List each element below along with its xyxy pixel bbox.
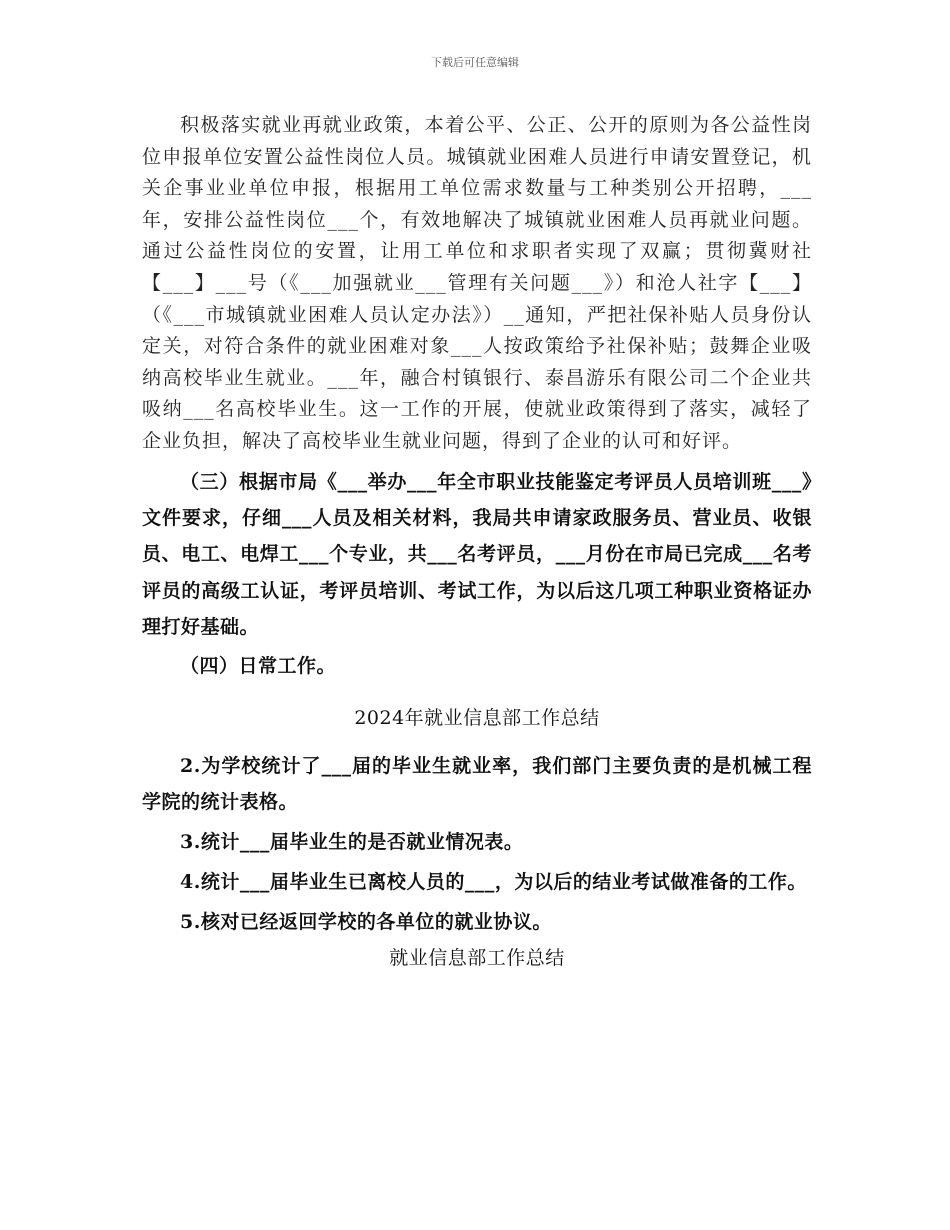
section-four-paragraph: （四）日常工作。 <box>180 654 337 677</box>
page-header: 下载后可任意编辑 <box>431 56 519 69</box>
list-item-4: 4.统计___届毕业生已离校人员的___，为以后的结业考试做准备的工作。 <box>180 870 807 893</box>
document-body <box>142 110 812 976</box>
list-item-2: 2.为学校统计了___届的毕业生就业率，我们部门主要负责的是机械工程学院的统计表格。 <box>142 754 812 813</box>
section-three-paragraph: （三）根据市局《___举办___年全市职业技能鉴定考评员人员培训班___》文件要求，仔细___人员及相关材料，我局共申请家政服务员、营业员、收银员、电工、电焊工___个专业，共___名考评员，___月份在市局已完成___名考评员的高级工认证，考评员培训、考试工作，为以后这几项工种职业资格证办理打好基础。 <box>142 470 812 639</box>
summary-title-2024: 2024年就业信息部工作总结 <box>354 706 600 729</box>
list-item-5: 5.核对已经返回学校的各单位的就业协议。 <box>180 910 552 933</box>
summary-title: 就业信息部工作总结 <box>389 946 565 969</box>
list-item-3: 3.统计___届毕业生的是否就业情况表。 <box>180 830 524 853</box>
employment-policy-paragraph: 积极落实就业再就业政策，本着公平、公正、公开的原则为各公益性岗位申报单位安置公益性岗位人员。城镇就业困难人员进行申请安置登记，机关企事业业单位申报，根据用工单位需求数量与工种类别公开招聘，___年，安排公益性岗位___个，有效地解决了城镇就业困难人员再就业问题。通过公益性岗位的安置，让用工单位和求职者实现了双赢；贯彻冀财社【___】___号（《___加强就业___管理有关问题___》）和沧人社字【___】（《___市城镇就业困难人员认定办法》）__通知，严把社保补贴人员身份认定关，对符合条件的就业困难对象___人按政策给予社保补贴；鼓舞企业吸纳高校毕业生就业。___年，融合村镇银行、泰昌游乐有限公司二个企业共吸纳___名高校毕业生。这一工作的开展，使就业政策得到了落实，减轻了企业负担，解决了高校毕业生就业问题，得到了企业的认可和好评。 <box>142 114 812 452</box>
